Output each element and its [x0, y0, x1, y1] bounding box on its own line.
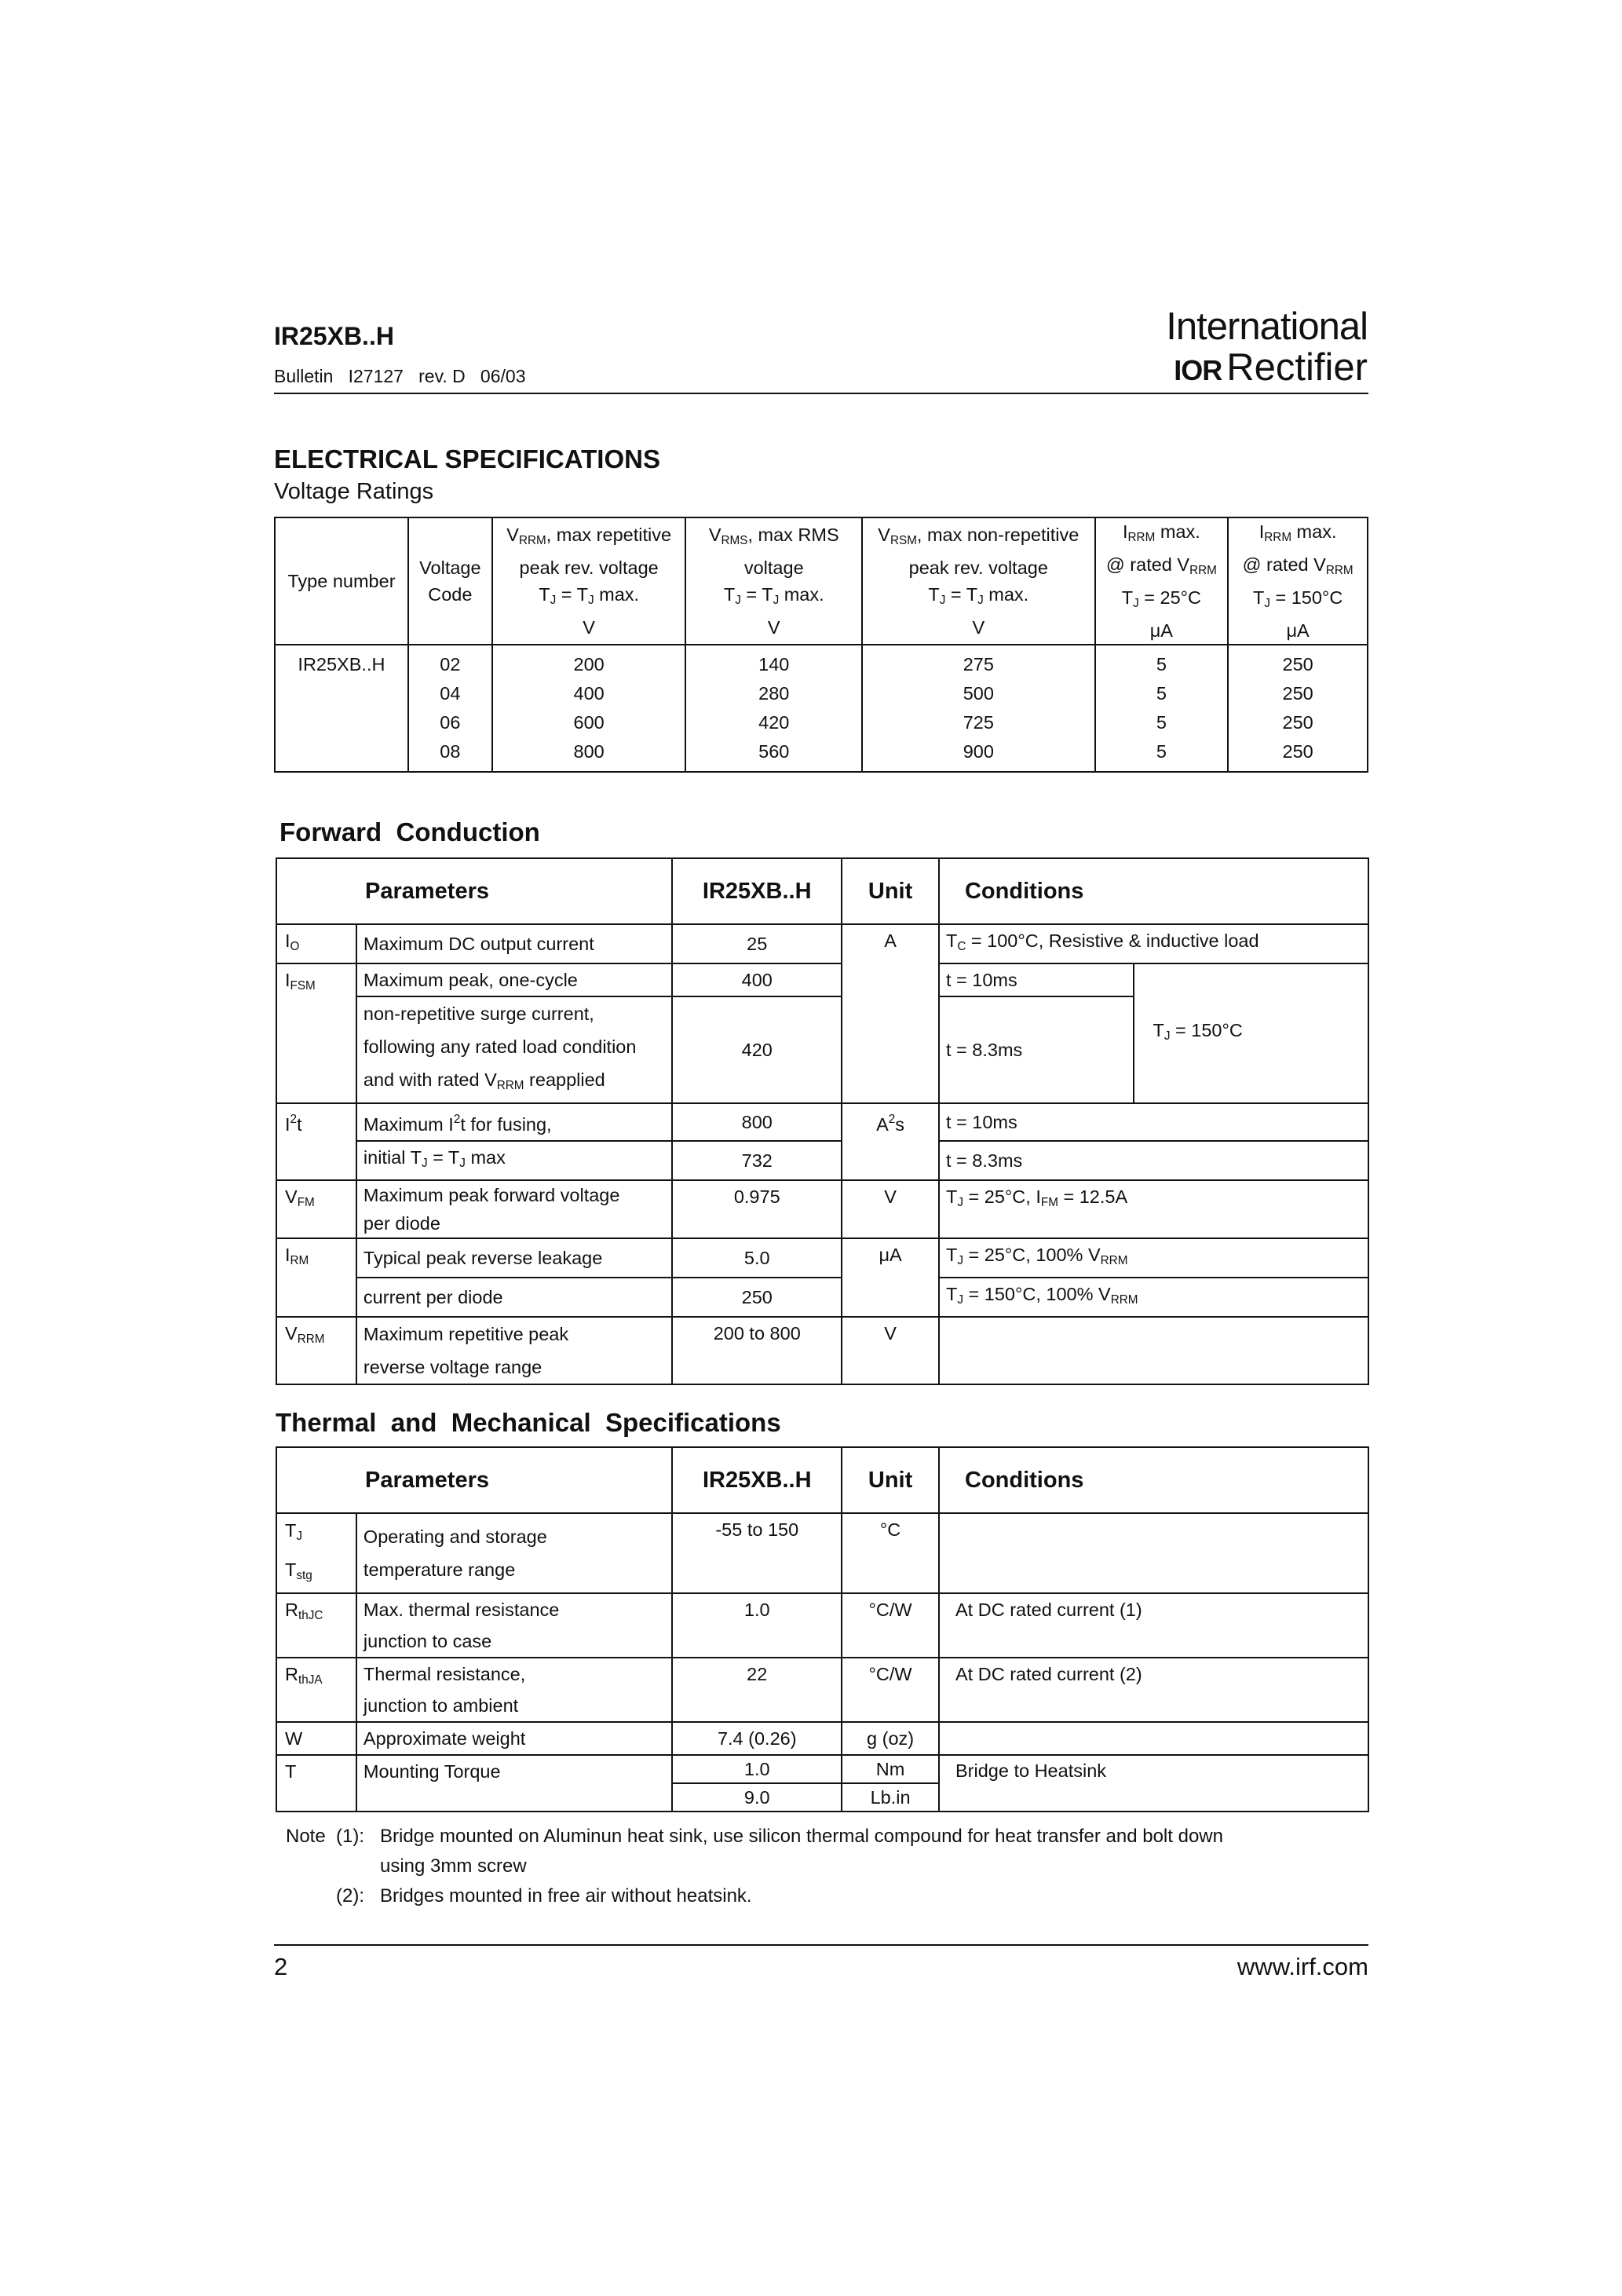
symbol-cell: W [276, 1722, 356, 1755]
param-cell: non-repetitive surge current, following any rated load condition and with rated $V_{RRM}$ reapplied [356, 996, 672, 1103]
forward-conduction-table [276, 857, 1369, 1385]
table-row [275, 645, 1368, 679]
vrsm-cell: 900 [862, 737, 1094, 772]
irrm-150-cell: 250 [1228, 708, 1368, 737]
param-cell: Maximum peak, one-cycle [356, 963, 672, 996]
symbol-cell: $R_{thJA}$ [276, 1658, 356, 1722]
irrm-25-cell: 5 [1095, 708, 1229, 737]
symbol-cell: $I_{FSM}$ [276, 963, 356, 1103]
unit-cell: °C/W [842, 1593, 939, 1658]
value-cell: 250 [672, 1278, 842, 1317]
irrm-25-cell: 5 [1095, 737, 1229, 772]
col-irrm-150c: $I_{RRM}$ max. @ rated $V_{RRM}$ $T_J = 150^\circ C$ μA [1228, 517, 1368, 645]
vrrm-cell: 600 [492, 708, 686, 737]
logo-ior: IOR [1174, 354, 1222, 386]
symbol-cell: T [276, 1755, 356, 1812]
value-cell: 22 [672, 1658, 842, 1722]
table-row [275, 708, 1368, 737]
symbol-cell: $V_{RRM}$ [276, 1317, 356, 1384]
value-cell: 400 [672, 963, 842, 996]
param-cell: initial $T_J = T_J$ max [356, 1141, 672, 1180]
value-cell: 1.0 [672, 1755, 842, 1783]
voltage-header-row [275, 517, 1368, 645]
col-parameters: Parameters [276, 858, 672, 924]
thermal-header-row [276, 1447, 1368, 1513]
param-cell: current per diode [356, 1278, 672, 1317]
value-cell: 732 [672, 1141, 842, 1180]
irrm-25-cell: 5 [1095, 679, 1229, 708]
condition-cell: t = 10ms [939, 1103, 1368, 1141]
unit-cell: μA [842, 1238, 939, 1317]
col-irrm-25c: $I_{RRM}$ max. @ rated $V_{RRM}$ $T_J = 25^\circ C$ μA [1095, 517, 1229, 645]
table-row [276, 1103, 1368, 1141]
condition-cell: t = 8.3ms [939, 996, 1134, 1103]
footer-url[interactable]: www.irf.com [1237, 1953, 1368, 1980]
condition-cell: $T_J = 25^\circ C$, $I_{FM} = 12.5A$ [939, 1180, 1368, 1238]
vrrm-cell: 800 [492, 737, 686, 772]
value-cell: 0.975 [672, 1180, 842, 1238]
irrm-150-cell: 250 [1228, 645, 1368, 679]
symbol-cell: $I_O$ [276, 924, 356, 963]
col-part: IR25XB..H [672, 858, 842, 924]
code-cell: 06 [408, 708, 492, 737]
company-logo [1162, 306, 1368, 391]
code-cell: 08 [408, 737, 492, 772]
condition-cell: t = 10ms [939, 963, 1134, 996]
electrical-spec-title: ELECTRICAL SPECIFICATIONS [274, 444, 660, 473]
vrms-cell: 280 [685, 679, 862, 708]
param-cell: Approximate weight [356, 1722, 672, 1755]
param-cell: Maximum $I^2t$ for fusing, [356, 1103, 672, 1141]
unit-cell: Nm [842, 1755, 939, 1783]
value-cell: 7.4 (0.26) [672, 1722, 842, 1755]
param-cell: Mounting Torque [356, 1755, 672, 1812]
note-1-text: Bridge mounted on Aluminun heat sink, use silicon thermal compound for heat transfer and bolt down using 3mm screw [380, 1826, 1223, 1877]
vrrm-cell: 200 [492, 645, 686, 679]
param-cell: Operating and storage temperature range [356, 1513, 672, 1593]
irrm-25-cell: 5 [1095, 645, 1229, 679]
table-row [276, 1755, 1368, 1783]
vrsm-cell: 275 [862, 645, 1094, 679]
col-conditions: Conditions [939, 858, 1368, 924]
value-cell: 800 [672, 1103, 842, 1141]
voltage-ratings-subtitle: Voltage Ratings [274, 479, 434, 504]
condition-cell: At DC rated current (2) [939, 1658, 1368, 1722]
header-rule [274, 393, 1368, 394]
table-row [276, 1658, 1368, 1722]
symbol-cell: $T_J$ $T_{stg}$ [276, 1513, 356, 1593]
vrrm-cell: 400 [492, 679, 686, 708]
value-cell: 5.0 [672, 1238, 842, 1278]
irrm-150-cell: 250 [1228, 679, 1368, 708]
value-cell: 1.0 [672, 1593, 842, 1658]
value-cell: -55 to 150 [672, 1513, 842, 1593]
vrms-cell: 140 [685, 645, 862, 679]
table-row [275, 679, 1368, 708]
unit-cell: V [842, 1317, 939, 1384]
table-row [276, 963, 1368, 996]
symbol-cell: $R_{thJC}$ [276, 1593, 356, 1658]
param-cell: Max. thermal resistance junction to case [356, 1593, 672, 1658]
voltage-ratings-table [274, 517, 1368, 773]
type-number-cell: IR25XB..H [275, 645, 408, 679]
symbol-cell: $I^2t$ [276, 1103, 356, 1180]
unit-cell: $A^2s$ [842, 1103, 939, 1180]
table-row [276, 1593, 1368, 1658]
table-row [276, 1278, 1368, 1317]
col-vrsm: $V_{RSM}$, max non-repetitive peak rev. voltage $T_J = T_J$ max. V [862, 517, 1094, 645]
table-row [276, 1141, 1368, 1180]
col-unit: Unit [842, 858, 939, 924]
condition-cell: t = 8.3ms [939, 1141, 1368, 1180]
param-cell: Maximum DC output current [356, 924, 672, 963]
col-conditions: Conditions [939, 1447, 1368, 1513]
code-cell: 04 [408, 679, 492, 708]
value-cell: 9.0 [672, 1783, 842, 1812]
page-number: 2 [274, 1953, 288, 1980]
table-row [275, 737, 1368, 772]
param-cell: Maximum repetitive peak reverse voltage range [356, 1317, 672, 1384]
code-cell: 02 [408, 645, 492, 679]
table-row [276, 1180, 1368, 1238]
param-cell: Maximum peak forward voltage per diode [356, 1180, 672, 1238]
param-cell: Thermal resistance, junction to ambient [356, 1658, 672, 1722]
condition-cell: Bridge to Heatsink [939, 1755, 1368, 1812]
note-1-label: Note (1): [286, 1826, 365, 1847]
value-cell: 200 to 800 [672, 1317, 842, 1384]
symbol-cell: $I_{RM}$ [276, 1238, 356, 1317]
vrms-cell: 420 [685, 708, 862, 737]
col-type-number: Type number [275, 517, 408, 645]
irrm-150-cell: 250 [1228, 737, 1368, 772]
col-parameters: Parameters [276, 1447, 672, 1513]
table-row [276, 1722, 1368, 1755]
col-part: IR25XB..H [672, 1447, 842, 1513]
unit-cell: °C [842, 1513, 939, 1593]
part-number-title: IR25XB..H [274, 322, 394, 350]
table-row [276, 1238, 1368, 1278]
condition-cell: At DC rated current (1) [939, 1593, 1368, 1658]
symbol-cell: $V_{FM}$ [276, 1180, 356, 1238]
unit-cell: A [842, 924, 939, 1103]
vrsm-cell: 500 [862, 679, 1094, 708]
unit-cell: °C/W [842, 1658, 939, 1722]
vrsm-cell: 725 [862, 708, 1094, 737]
logo-rectifier: Rectifier [1226, 346, 1368, 389]
vrms-cell: 560 [685, 737, 862, 772]
condition-cell: $T_J = 25^\circ C$, 100% $V_{RRM}$ [939, 1238, 1368, 1278]
note-2-label: (2): [336, 1885, 364, 1907]
thermal-mechanical-title: Thermal and Mechanical Specifications [276, 1408, 781, 1437]
value-cell: 420 [672, 996, 842, 1103]
table-row [276, 1317, 1368, 1384]
condition-cell: $T_C = 100^\circ C$, Resistive & inductive load [939, 924, 1368, 963]
note-2-text: Bridges mounted in free air without heatsink. [380, 1885, 752, 1907]
unit-cell: Lb.in [842, 1783, 939, 1812]
col-unit: Unit [842, 1447, 939, 1513]
condition-cell: $T_J = 150^\circ C$, 100% $V_{RRM}$ [939, 1278, 1368, 1317]
condition-cell: $T_J = 150^\circ C$ [1134, 963, 1368, 1103]
unit-cell: g (oz) [842, 1722, 939, 1755]
bulletin-line: Bulletin I27127 rev. D 06/03 [274, 366, 526, 386]
col-voltage-code: Voltage Code [408, 517, 492, 645]
col-vrms: $V_{RMS}$, max RMS voltage $T_J = T_J$ max. V [685, 517, 862, 645]
logo-international: International [1166, 305, 1368, 348]
unit-cell: V [842, 1180, 939, 1238]
param-cell: Typical peak reverse leakage [356, 1238, 672, 1278]
col-vrrm: $V_{RRM}$, max repetitive peak rev. voltage $T_J = T_J$ max. V [492, 517, 686, 645]
thermal-mechanical-table [276, 1446, 1369, 1812]
table-row [276, 924, 1368, 963]
table-row [276, 1513, 1368, 1593]
value-cell: 25 [672, 924, 842, 963]
forward-conduction-title: Forward Conduction [279, 817, 540, 846]
footer-rule [274, 1944, 1368, 1946]
forward-header-row [276, 858, 1368, 924]
